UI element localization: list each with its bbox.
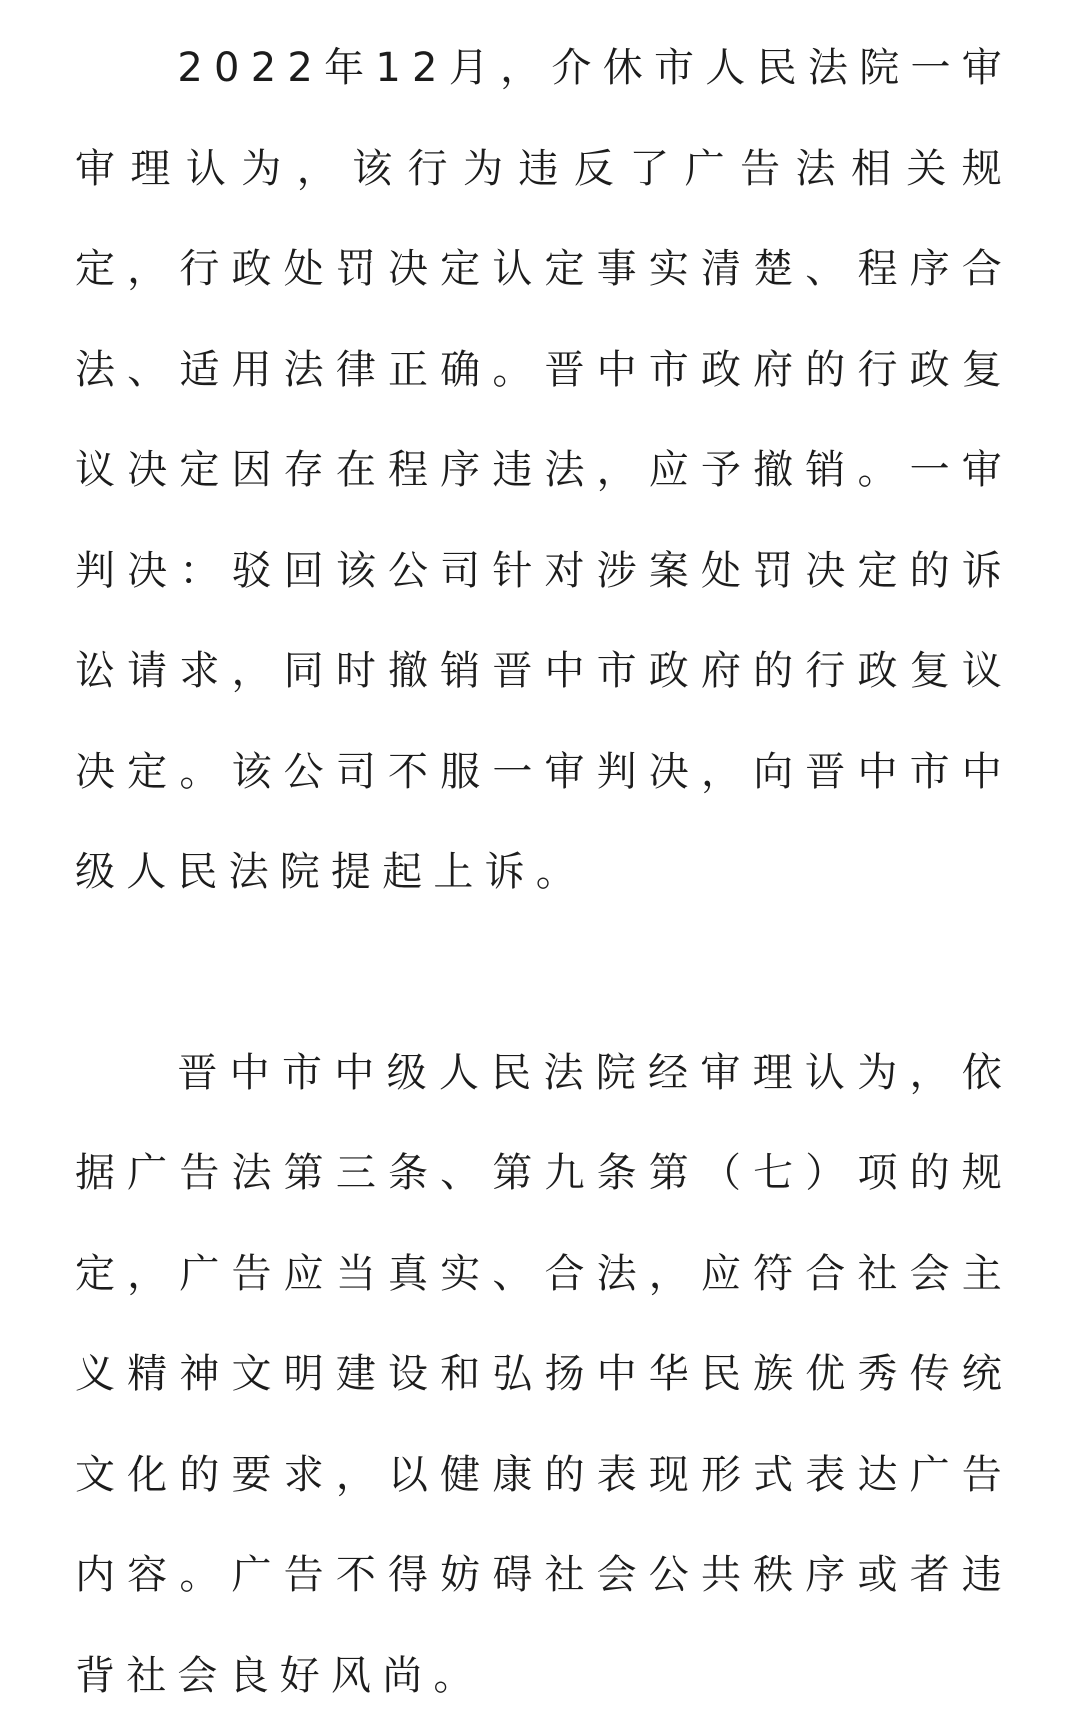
article-body — [75, 18, 1013, 1726]
paragraph-spacer — [75, 923, 1013, 1023]
paragraph-first-instance-judgment: 2022年12月，介休市人民法院一审审理认为，该行为违反了广告法相关规定，行政处罚决定认定事实清楚、程序合法、适用法律正确。晋中市政府的行政复议决定因存在程序违法，应予撤销。一审判决：驳回该公司针对涉案处罚决定的诉讼请求，同时撤销晋中市政府的行政复议决定。该公司不服一审判决，向晋中市中级人民法院提起上诉。 — [75, 45, 1013, 895]
paragraph-appeal-court-opinion: 晋中市中级人民法院经审理认为，依据广告法第三条、第九条第（七）项的规定，广告应当真实、合法，应符合社会主义精神文明建设和弘扬中华民族优秀传统文化的要求，以健康的表现形式表达广告内容。广告不得妨碍社会公共秩序或者违背社会良好风尚。 — [75, 1049, 1013, 1699]
